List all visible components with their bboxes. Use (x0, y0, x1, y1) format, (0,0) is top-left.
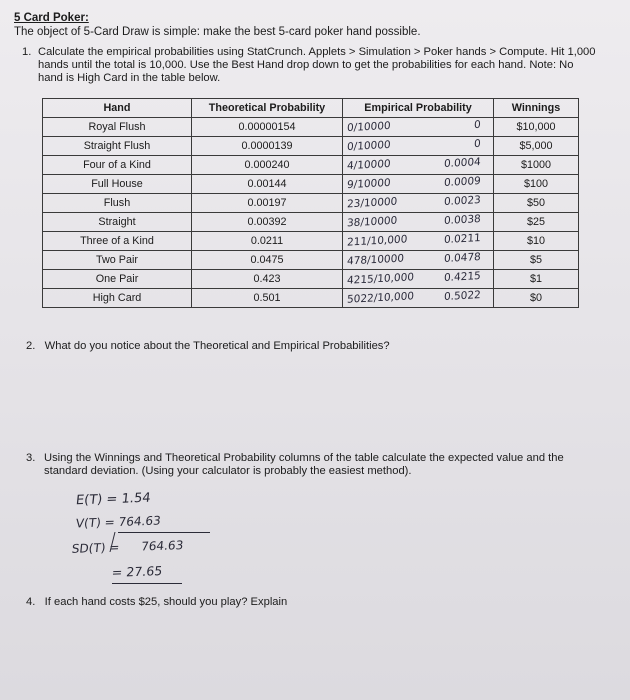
empirical-decimal: 0.4215 (443, 270, 482, 284)
empirical-fraction: 4215/10,000 (346, 271, 415, 287)
empirical-fraction: 9/10000 (346, 176, 391, 192)
question-4-number: 4. (26, 596, 36, 608)
cell-theoretical: 0.00392 (192, 213, 343, 232)
cell-empirical (343, 289, 494, 308)
cell-winnings: $100 (494, 175, 579, 194)
question-4-text: If each hand costs $25, should you play? Explain (44, 596, 288, 608)
cell-hand: Full House (43, 175, 192, 194)
cell-winnings: $25 (494, 213, 579, 232)
cell-theoretical: 0.0475 (192, 251, 343, 270)
empirical-fraction: 0/10000 (346, 138, 391, 154)
cell-hand: Two Pair (43, 251, 192, 270)
cell-theoretical: 0.00197 (192, 194, 343, 213)
table-row (43, 118, 579, 137)
cell-empirical (343, 194, 494, 213)
cell-theoretical: 0.00144 (192, 175, 343, 194)
intro-text: The object of 5-Card Draw is simple: make the best 5-card poker hand possible. (14, 26, 421, 38)
cell-theoretical: 0.423 (192, 270, 343, 289)
cell-winnings: $5,000 (494, 137, 579, 156)
table-row (43, 251, 579, 270)
table-row (43, 213, 579, 232)
cell-winnings: $0 (494, 289, 579, 308)
empirical-decimal: 0.5022 (443, 289, 482, 303)
header-winnings: Winnings (494, 99, 579, 118)
cell-empirical (343, 251, 494, 270)
table-row (43, 289, 579, 308)
empirical-decimal: 0.0038 (443, 213, 482, 227)
table-header-row (43, 99, 579, 118)
handwritten-sd-label: SD(T) = (71, 540, 121, 556)
empirical-fraction: 38/10000 (346, 214, 398, 230)
cell-winnings: $10 (494, 232, 579, 251)
question-3-number: 3. (26, 452, 36, 464)
table-row (43, 175, 579, 194)
handwritten-sd-result: = 27.65 (111, 563, 164, 580)
handwritten-expected-value: E(T) = 1.54 (75, 490, 152, 509)
cell-winnings: $50 (494, 194, 579, 213)
cell-theoretical: 0.0000139 (192, 137, 343, 156)
empirical-decimal: 0.0023 (443, 194, 482, 208)
empirical-fraction: 478/10000 (346, 252, 405, 268)
cell-hand: Royal Flush (43, 118, 192, 137)
question-4 (26, 596, 287, 608)
question-2-text: What do you notice about the Theoretical and Empirical Probabilities? (44, 340, 390, 352)
handwritten-sd-line (71, 538, 184, 556)
table-row (43, 270, 579, 289)
poker-probability-table (42, 98, 579, 308)
header-theoretical: Theoretical Probability (192, 99, 343, 118)
empirical-decimal: 0.0009 (443, 175, 482, 189)
table-row (43, 156, 579, 175)
cell-empirical (343, 156, 494, 175)
question-3-text: Using the Winnings and Theoretical Probability columns of the table calculate the expected value and the standard deviation. (Using your calculator is probably the easiest method). (44, 452, 564, 477)
question-2 (26, 340, 390, 352)
cell-winnings: $10,000 (494, 118, 579, 137)
empirical-decimal: 0 (474, 137, 482, 151)
header-empirical: Empirical Probability (343, 99, 494, 118)
empirical-fraction: 4/10000 (346, 157, 391, 173)
result-underline (112, 583, 182, 584)
cell-hand: Three of a Kind (43, 232, 192, 251)
cell-winnings: $1 (494, 270, 579, 289)
sqrt-bar (118, 532, 210, 533)
cell-empirical (343, 232, 494, 251)
cell-empirical (343, 137, 494, 156)
question-1-text: Calculate the empirical probabilities using StatCrunch. Applets > Simulation > Poker hands > Compute. Hit 1,000 hands until the total is 10,000. Use the Best Hand drop down to get the probabilities for each hand. Note: No hand is High Card in the table below. (38, 46, 596, 84)
table-row (43, 137, 579, 156)
empirical-decimal: 0.0478 (443, 251, 482, 265)
empirical-decimal: 0 (474, 118, 482, 132)
handwritten-variance: V(T) = 764.63 (75, 513, 162, 531)
cell-empirical (343, 175, 494, 194)
empirical-fraction: 0/10000 (346, 119, 391, 135)
cell-theoretical: 0.00000154 (192, 118, 343, 137)
cell-hand: Four of a Kind (43, 156, 192, 175)
cell-hand: High Card (43, 289, 192, 308)
cell-empirical (343, 213, 494, 232)
question-2-number: 2. (26, 340, 36, 352)
table-row (43, 232, 579, 251)
empirical-fraction: 23/10000 (346, 195, 398, 211)
empirical-fraction: 5022/10,000 (346, 290, 415, 306)
cell-hand: Straight (43, 213, 192, 232)
cell-hand: Flush (43, 194, 192, 213)
cell-hand: Straight Flush (43, 137, 192, 156)
handwritten-sd-radicand: 764.63 (140, 538, 185, 554)
cell-empirical (343, 118, 494, 137)
cell-winnings: $1000 (494, 156, 579, 175)
cell-empirical (343, 270, 494, 289)
cell-theoretical: 0.000240 (192, 156, 343, 175)
empirical-decimal: 0.0211 (443, 232, 482, 246)
table-row (43, 194, 579, 213)
empirical-fraction: 211/10,000 (346, 233, 408, 249)
cell-theoretical: 0.0211 (192, 232, 343, 251)
cell-theoretical: 0.501 (192, 289, 343, 308)
question-1-number: 1. (22, 46, 32, 58)
page-title: 5 Card Poker: (14, 12, 89, 24)
cell-winnings: $5 (494, 251, 579, 270)
empirical-decimal: 0.0004 (443, 156, 482, 170)
header-hand: Hand (43, 99, 192, 118)
cell-hand: One Pair (43, 270, 192, 289)
